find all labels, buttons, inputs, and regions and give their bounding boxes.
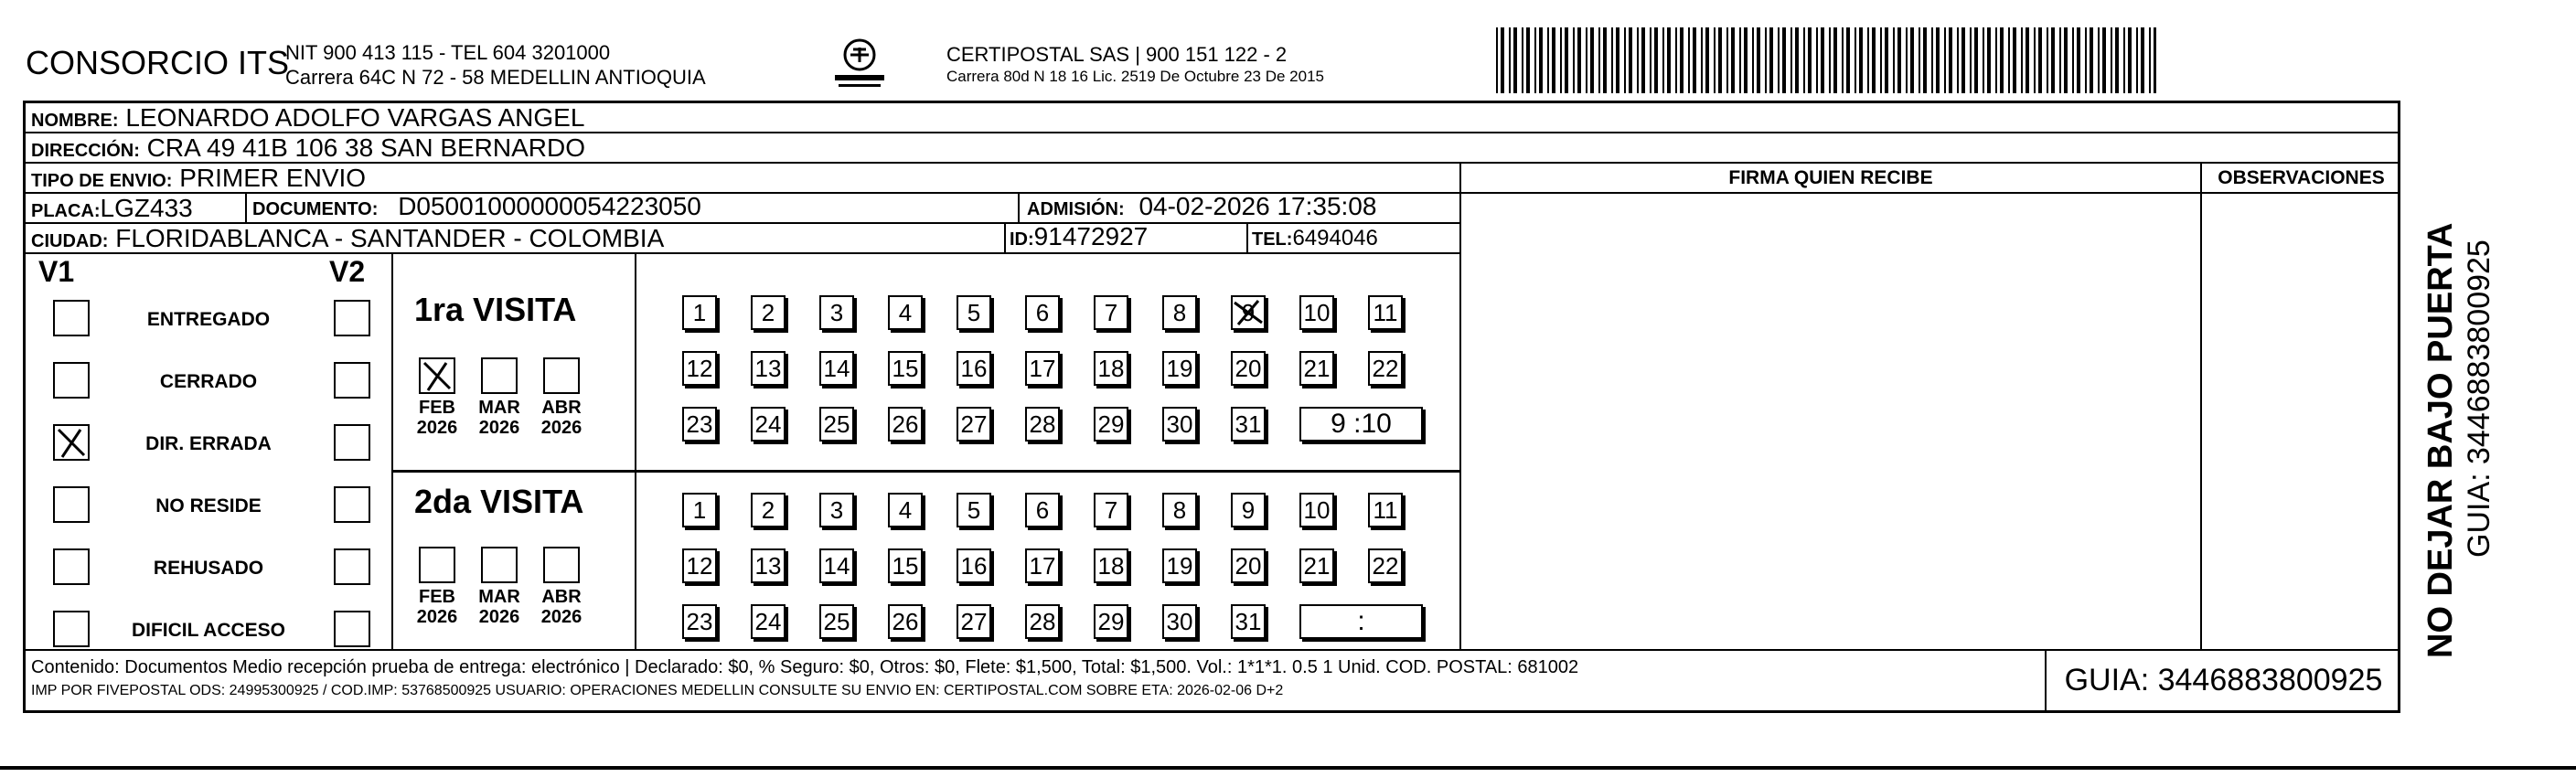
v1-label: V1: [38, 255, 75, 288]
barcode-bar: [1919, 27, 1920, 93]
first-day-box[interactable]: 5: [957, 295, 991, 330]
barcode-bar: [2000, 27, 2004, 93]
status-label: ENTREGADO: [146, 309, 271, 330]
barcode-bar: [2013, 27, 2016, 93]
barcode-bar: [1961, 27, 1965, 93]
second-day-box[interactable]: 19: [1162, 548, 1197, 583]
barcode-bar: [1803, 27, 1805, 93]
barcode-bar: [1906, 27, 1908, 93]
barcode-bar: [2090, 27, 2093, 93]
admision-label: ADMISIÓN:: [1027, 199, 1125, 219]
barcode-bar: [1547, 27, 1549, 93]
barcode-bar: [1842, 27, 1844, 93]
barcode-bar: [1867, 27, 1869, 93]
second-day-box[interactable]: 27: [957, 604, 991, 639]
barcode-bar: [1983, 27, 1984, 93]
second-day-box[interactable]: 12: [682, 548, 717, 583]
barcode-bar: [1995, 27, 1997, 93]
direccion-label: DIRECCIÓN:: [31, 141, 140, 161]
barcode-bar: [1974, 27, 1978, 93]
month-label: [472, 398, 527, 438]
second-day-box[interactable]: 28: [1025, 604, 1060, 639]
barcode-bar: [2072, 27, 2074, 93]
first-day-box[interactable]: 29: [1094, 407, 1128, 442]
second-day-box[interactable]: 11: [1368, 493, 1403, 527]
barcode-bar: [1744, 27, 1748, 93]
ciudad-row: [26, 224, 1461, 254]
barcode-bar: [1680, 27, 1683, 93]
first-day-box[interactable]: 24: [751, 407, 786, 442]
second-day-box[interactable]: 25: [819, 604, 854, 639]
certipostal-info: [946, 42, 1324, 87]
second-day-box[interactable]: 5: [957, 493, 991, 527]
tel-label: TEL:: [1252, 229, 1293, 250]
status-v2-checkbox[interactable]: [334, 362, 370, 399]
barcode-bar: [1931, 27, 1933, 93]
barcode-bar: [2051, 27, 2055, 93]
barcode-bar: [1731, 27, 1735, 93]
barcode-bar: [1885, 27, 1888, 93]
admision-value: 04-02-2026 17:35:08: [1138, 192, 1377, 220]
second-day-box[interactable]: 22: [1368, 548, 1403, 583]
barcode-bar: [2149, 27, 2151, 93]
second-day-box[interactable]: 23: [682, 604, 717, 639]
barcode-bar: [1560, 27, 1562, 93]
month-year: 2026: [416, 418, 458, 438]
barcode-bar: [1897, 27, 1901, 93]
barcode-bar: [2098, 27, 2100, 93]
barcode-bar: [1501, 27, 1504, 93]
status-v1-checkbox[interactable]: [53, 486, 90, 523]
barcode-bar: [1701, 27, 1703, 93]
firma-divider: [1459, 164, 1461, 649]
first-day-box[interactable]: 17: [1025, 351, 1060, 386]
barcode-bar: [1616, 27, 1619, 93]
no-dejar-warning: NO DEJAR BAJO PUERTA: [2421, 222, 2460, 658]
barcode-bar: [1598, 27, 1600, 93]
first-day-box[interactable]: 4: [888, 295, 923, 330]
barcode-bar: [1496, 27, 1498, 93]
barcode-bar: [1577, 27, 1581, 93]
second-day-box[interactable]: 14: [819, 548, 854, 583]
v2-label: V2: [329, 255, 366, 288]
direccion-row: [26, 133, 2400, 164]
status-v2-checkbox[interactable]: [334, 548, 370, 585]
day-cross-icon: [1231, 295, 1266, 330]
observaciones-header: OBSERVACIONES: [2200, 164, 2400, 194]
barcode-bar: [1590, 27, 1594, 93]
months-divider: [635, 254, 636, 649]
barcode-bar: [2102, 27, 2106, 93]
barcode-bar: [2077, 27, 2080, 93]
month-name: MAR: [478, 398, 520, 418]
barcode: [1496, 27, 2156, 93]
nombre-row: [26, 103, 2400, 133]
address-line: Carrera 64C N 72 - 58 MEDELLIN ANTIOQUIA: [285, 66, 706, 89]
tipo-label: TIPO DE ENVIO:: [31, 171, 173, 191]
barcode-bar: [1923, 27, 1927, 93]
first-day-box[interactable]: 23: [682, 407, 717, 442]
barcode-bar: [2064, 27, 2068, 93]
second-month-checkbox[interactable]: [481, 547, 518, 583]
tel-cell: [1246, 222, 1378, 252]
month-year: 2026: [478, 418, 520, 438]
placa-row: [26, 194, 1461, 224]
first-visit-title: 1ra VISITA: [414, 291, 577, 328]
second-day-box[interactable]: 18: [1094, 548, 1128, 583]
second-day-box[interactable]: 3: [819, 493, 854, 527]
barcode-bar: [1641, 27, 1645, 93]
status-label: DIR. ERRADA: [145, 433, 272, 454]
first-month-checkbox[interactable]: [543, 357, 580, 394]
barcode-bar: [1829, 27, 1831, 93]
barcode-bar: [1816, 27, 1818, 93]
id-cell: [1004, 222, 1148, 252]
barcode-bar: [1603, 27, 1607, 93]
first-day-box[interactable]: 25: [819, 407, 854, 442]
barcode-bar: [1808, 27, 1812, 93]
observaciones-divider: [2200, 194, 2202, 649]
status-v1-checkbox[interactable]: [53, 548, 90, 585]
admision-cell: [1018, 192, 1376, 222]
month-name: ABR: [541, 587, 582, 607]
barcode-bar: [1778, 27, 1780, 93]
month-year: 2026: [478, 607, 520, 627]
ciudad-value: FLORIDABLANCA - SANTANDER - COLOMBIA: [115, 224, 665, 252]
first-day-box[interactable]: 1: [682, 295, 717, 330]
barcode-bar: [1654, 27, 1658, 93]
first-day-box[interactable]: 22: [1368, 351, 1403, 386]
barcode-bar: [1769, 27, 1773, 93]
barcode-bar: [1970, 27, 1972, 93]
barcode-bar: [1629, 27, 1632, 93]
first-day-box[interactable]: 27: [957, 407, 991, 442]
month-label: [410, 587, 465, 627]
month-label: [410, 398, 465, 438]
barcode-bar: [1667, 27, 1671, 93]
barcode-bar: [2085, 27, 2087, 93]
barcode-bar: [1910, 27, 1914, 93]
barcode-bar: [1539, 27, 1543, 93]
barcode-bar: [1987, 27, 1991, 93]
status-v1-checkbox[interactable]: [53, 300, 90, 336]
barcode-bar: [1586, 27, 1587, 93]
status-v2-checkbox[interactable]: [334, 486, 370, 523]
barcode-bar: [1513, 27, 1517, 93]
tipo-row: [26, 164, 1461, 194]
second-day-box[interactable]: 15: [888, 548, 923, 583]
logo-icon: [828, 35, 892, 99]
documento-cell: [245, 192, 701, 222]
status-v2-checkbox[interactable]: [334, 300, 370, 336]
barcode-bar: [1726, 27, 1728, 93]
footer-top-line: [26, 649, 1459, 651]
month-year: 2026: [416, 607, 458, 627]
month-year: 2026: [540, 607, 583, 627]
certipostal-logo: [828, 35, 892, 99]
barcode-bar: [1757, 27, 1760, 93]
barcode-bar: [2047, 27, 2048, 93]
month-name: FEB: [419, 398, 455, 418]
second-day-box[interactable]: 17: [1025, 548, 1060, 583]
status-v1-checkbox[interactable]: [53, 611, 90, 647]
barcode-bar: [1821, 27, 1824, 93]
barcode-bar: [1957, 27, 1959, 93]
barcode-bar: [1795, 27, 1799, 93]
barcode-bar: [1693, 27, 1696, 93]
barcode-bar: [1893, 27, 1895, 93]
certipostal-line: CERTIPOSTAL SAS | 900 151 122 - 2: [946, 43, 1288, 66]
first-day-box[interactable]: 9: [1231, 295, 1266, 330]
barcode-bar: [1949, 27, 1952, 93]
tel-value: 6494046: [1292, 226, 1378, 250]
barcode-bar: [2111, 27, 2112, 93]
second-day-box[interactable]: 9: [1231, 493, 1266, 527]
barcode-bar: [1688, 27, 1690, 93]
first-day-box[interactable]: 28: [1025, 407, 1060, 442]
first-day-box[interactable]: 30: [1162, 407, 1197, 442]
second-day-box[interactable]: 13: [751, 548, 786, 583]
first-day-box[interactable]: 20: [1231, 351, 1266, 386]
placa-value: LGZ433: [100, 194, 193, 222]
status-divider: [391, 254, 393, 649]
company-name: CONSORCIO ITS: [26, 44, 290, 81]
first-day-box[interactable]: 19: [1162, 351, 1197, 386]
status-label: NO RESIDE: [155, 495, 262, 516]
status-v2-checkbox[interactable]: [334, 611, 370, 647]
first-day-box[interactable]: 6: [1025, 295, 1060, 330]
documento-label: DOCUMENTO:: [252, 199, 379, 219]
second-day-box[interactable]: 7: [1094, 493, 1128, 527]
first-day-box[interactable]: 8: [1162, 295, 1197, 330]
barcode-bar: [1650, 27, 1651, 93]
barcode-bar: [1859, 27, 1863, 93]
barcode-bar: [1872, 27, 1876, 93]
first-day-box[interactable]: 15: [888, 351, 923, 386]
footer-guia: GUIA: 3446883800925: [2045, 649, 2400, 713]
first-day-box[interactable]: 31: [1231, 407, 1266, 442]
ciudad-label: CIUDAD:: [31, 231, 109, 251]
barcode-bar: [2034, 27, 2036, 93]
delivery-form: [23, 101, 2400, 713]
second-day-box[interactable]: 16: [957, 548, 991, 583]
page-bottom-edge: [0, 766, 2576, 770]
barcode-bar: [2038, 27, 2042, 93]
barcode-bar: [1739, 27, 1741, 93]
company-info: [285, 40, 706, 90]
first-day-box[interactable]: 21: [1299, 351, 1334, 386]
barcode-bar: [2141, 27, 2144, 93]
status-v2-checkbox[interactable]: [334, 424, 370, 461]
second-day-box[interactable]: 2: [751, 493, 786, 527]
first-day-box[interactable]: 7: [1094, 295, 1128, 330]
barcode-bar: [1714, 27, 1716, 93]
nombre-value: LEONARDO ADOLFO VARGAS ANGEL: [125, 103, 585, 132]
second-day-box[interactable]: 24: [751, 604, 786, 639]
second-day-box[interactable]: 10: [1299, 493, 1334, 527]
month-name: FEB: [419, 587, 455, 607]
first-day-box[interactable]: 3: [819, 295, 854, 330]
first-day-box[interactable]: 10: [1299, 295, 1334, 330]
barcode-bar: [1752, 27, 1754, 93]
barcode-bar: [1675, 27, 1677, 93]
id-label: ID:: [1010, 229, 1034, 250]
month-label: [534, 398, 589, 438]
status-v1-checkbox[interactable]: [53, 424, 90, 461]
id-value: 91472927: [1033, 222, 1149, 250]
barcode-bar: [2026, 27, 2029, 93]
barcode-bar: [1944, 27, 1946, 93]
barcode-bar: [2128, 27, 2132, 93]
barcode-bar: [1705, 27, 1709, 93]
barcode-bar: [2059, 27, 2061, 93]
second-month-checkbox[interactable]: [419, 547, 455, 583]
month-name: ABR: [541, 398, 582, 418]
barcode-bar: [1790, 27, 1792, 93]
month-label: [472, 587, 527, 627]
placa-label: PLACA:: [31, 201, 101, 221]
barcode-bar: [1662, 27, 1664, 93]
nit-line: NIT 900 413 115 - TEL 604 3201000: [285, 41, 611, 64]
footer-line1: Contenido: Documentos Medio recepción prueba de entrega: electrónico | Declarado: $0, % Seguro: $0, Otros: $0, Flete: $1,500, Total: $1,500. Vol.: 1*1*1. 0.5 1 Unid. COD. POSTAL: 681002: [31, 657, 1579, 677]
barcode-bar: [1880, 27, 1882, 93]
status-v1-checkbox[interactable]: [53, 362, 90, 399]
barcode-bar: [1522, 27, 1523, 93]
visit-divider: [393, 470, 1459, 473]
footer-line2: IMP POR FIVEPOSTAL ODS: 24995300925 / COD.IMP: 53768500925 USUARIO: OPERACIONES MEDELLIN CONSULTE SU ENVIO EN: CERTIPOSTAL.COM SOBRE ETA: 2026-02-06 D+2: [31, 683, 1284, 698]
certipostal-address: Carrera 80d N 18 16 Lic. 2519 De Octubre 23 De 2015: [946, 68, 1324, 85]
firma-header: FIRMA QUIEN RECIBE: [1461, 164, 2200, 194]
barcode-bar: [2123, 27, 2125, 93]
barcode-bar: [2154, 27, 2156, 93]
check-mark-icon: [53, 424, 90, 461]
barcode-bar: [1573, 27, 1575, 93]
status-label: CERRADO: [159, 371, 258, 392]
barcode-bar: [1509, 27, 1511, 93]
first-month-checkbox[interactable]: [481, 357, 518, 394]
second-day-box[interactable]: 1: [682, 493, 717, 527]
first-day-box[interactable]: 11: [1368, 295, 1403, 330]
barcode-bar: [2021, 27, 2023, 93]
second-day-box[interactable]: 21: [1299, 548, 1334, 583]
first-day-box[interactable]: 2: [751, 295, 786, 330]
tipo-value: PRIMER ENVIO: [179, 164, 367, 192]
barcode-bar: [1765, 27, 1767, 93]
status-label: DIFICIL ACCESO: [131, 620, 285, 641]
month-year: 2026: [540, 418, 583, 438]
month-name: MAR: [478, 587, 520, 607]
first-day-box[interactable]: 12: [682, 351, 717, 386]
second-day-box[interactable]: 20: [1231, 548, 1266, 583]
barcode-bar: [2136, 27, 2138, 93]
barcode-bar: [2008, 27, 2010, 93]
month-label: [534, 587, 589, 627]
second-time-box[interactable]: :: [1299, 604, 1423, 639]
documento-value: D05001000000054223050: [398, 192, 701, 220]
check-mark-icon: [419, 357, 455, 394]
second-day-box[interactable]: 29: [1094, 604, 1128, 639]
barcode-bar: [1526, 27, 1530, 93]
side-guia: GUIA: 3446883800925: [2462, 239, 2496, 558]
barcode-bar: [1565, 27, 1568, 93]
barcode-bar: [1833, 27, 1837, 93]
first-day-box[interactable]: 26: [888, 407, 923, 442]
nombre-label: NOMBRE:: [31, 111, 119, 131]
barcode-bar: [1718, 27, 1722, 93]
barcode-bar: [1611, 27, 1613, 93]
barcode-bar: [1624, 27, 1626, 93]
second-day-box[interactable]: 6: [1025, 493, 1060, 527]
first-time-box[interactable]: 9 :10: [1299, 407, 1423, 442]
first-day-box[interactable]: 14: [819, 351, 854, 386]
barcode-bar: [1846, 27, 1850, 93]
barcode-bar: [1855, 27, 1856, 93]
second-day-box[interactable]: 8: [1162, 493, 1197, 527]
second-day-box[interactable]: 30: [1162, 604, 1197, 639]
second-day-box[interactable]: 26: [888, 604, 923, 639]
second-day-box[interactable]: 31: [1231, 604, 1266, 639]
direccion-value: CRA 49 41B 106 38 SAN BERNARDO: [146, 133, 586, 162]
first-day-box[interactable]: 13: [751, 351, 786, 386]
second-month-checkbox[interactable]: [543, 547, 580, 583]
barcode-bar: [1552, 27, 1555, 93]
first-day-box[interactable]: 18: [1094, 351, 1128, 386]
barcode-bar: [2115, 27, 2119, 93]
barcode-bar: [1637, 27, 1639, 93]
second-day-box[interactable]: 4: [888, 493, 923, 527]
first-month-checkbox[interactable]: [419, 357, 455, 394]
status-label: REHUSADO: [153, 558, 264, 579]
barcode-bar: [1534, 27, 1536, 93]
second-visit-title: 2da VISITA: [414, 483, 584, 520]
barcode-bar: [1782, 27, 1786, 93]
first-day-box[interactable]: 16: [957, 351, 991, 386]
barcode-image: [1496, 27, 2156, 93]
barcode-bar: [1936, 27, 1940, 93]
